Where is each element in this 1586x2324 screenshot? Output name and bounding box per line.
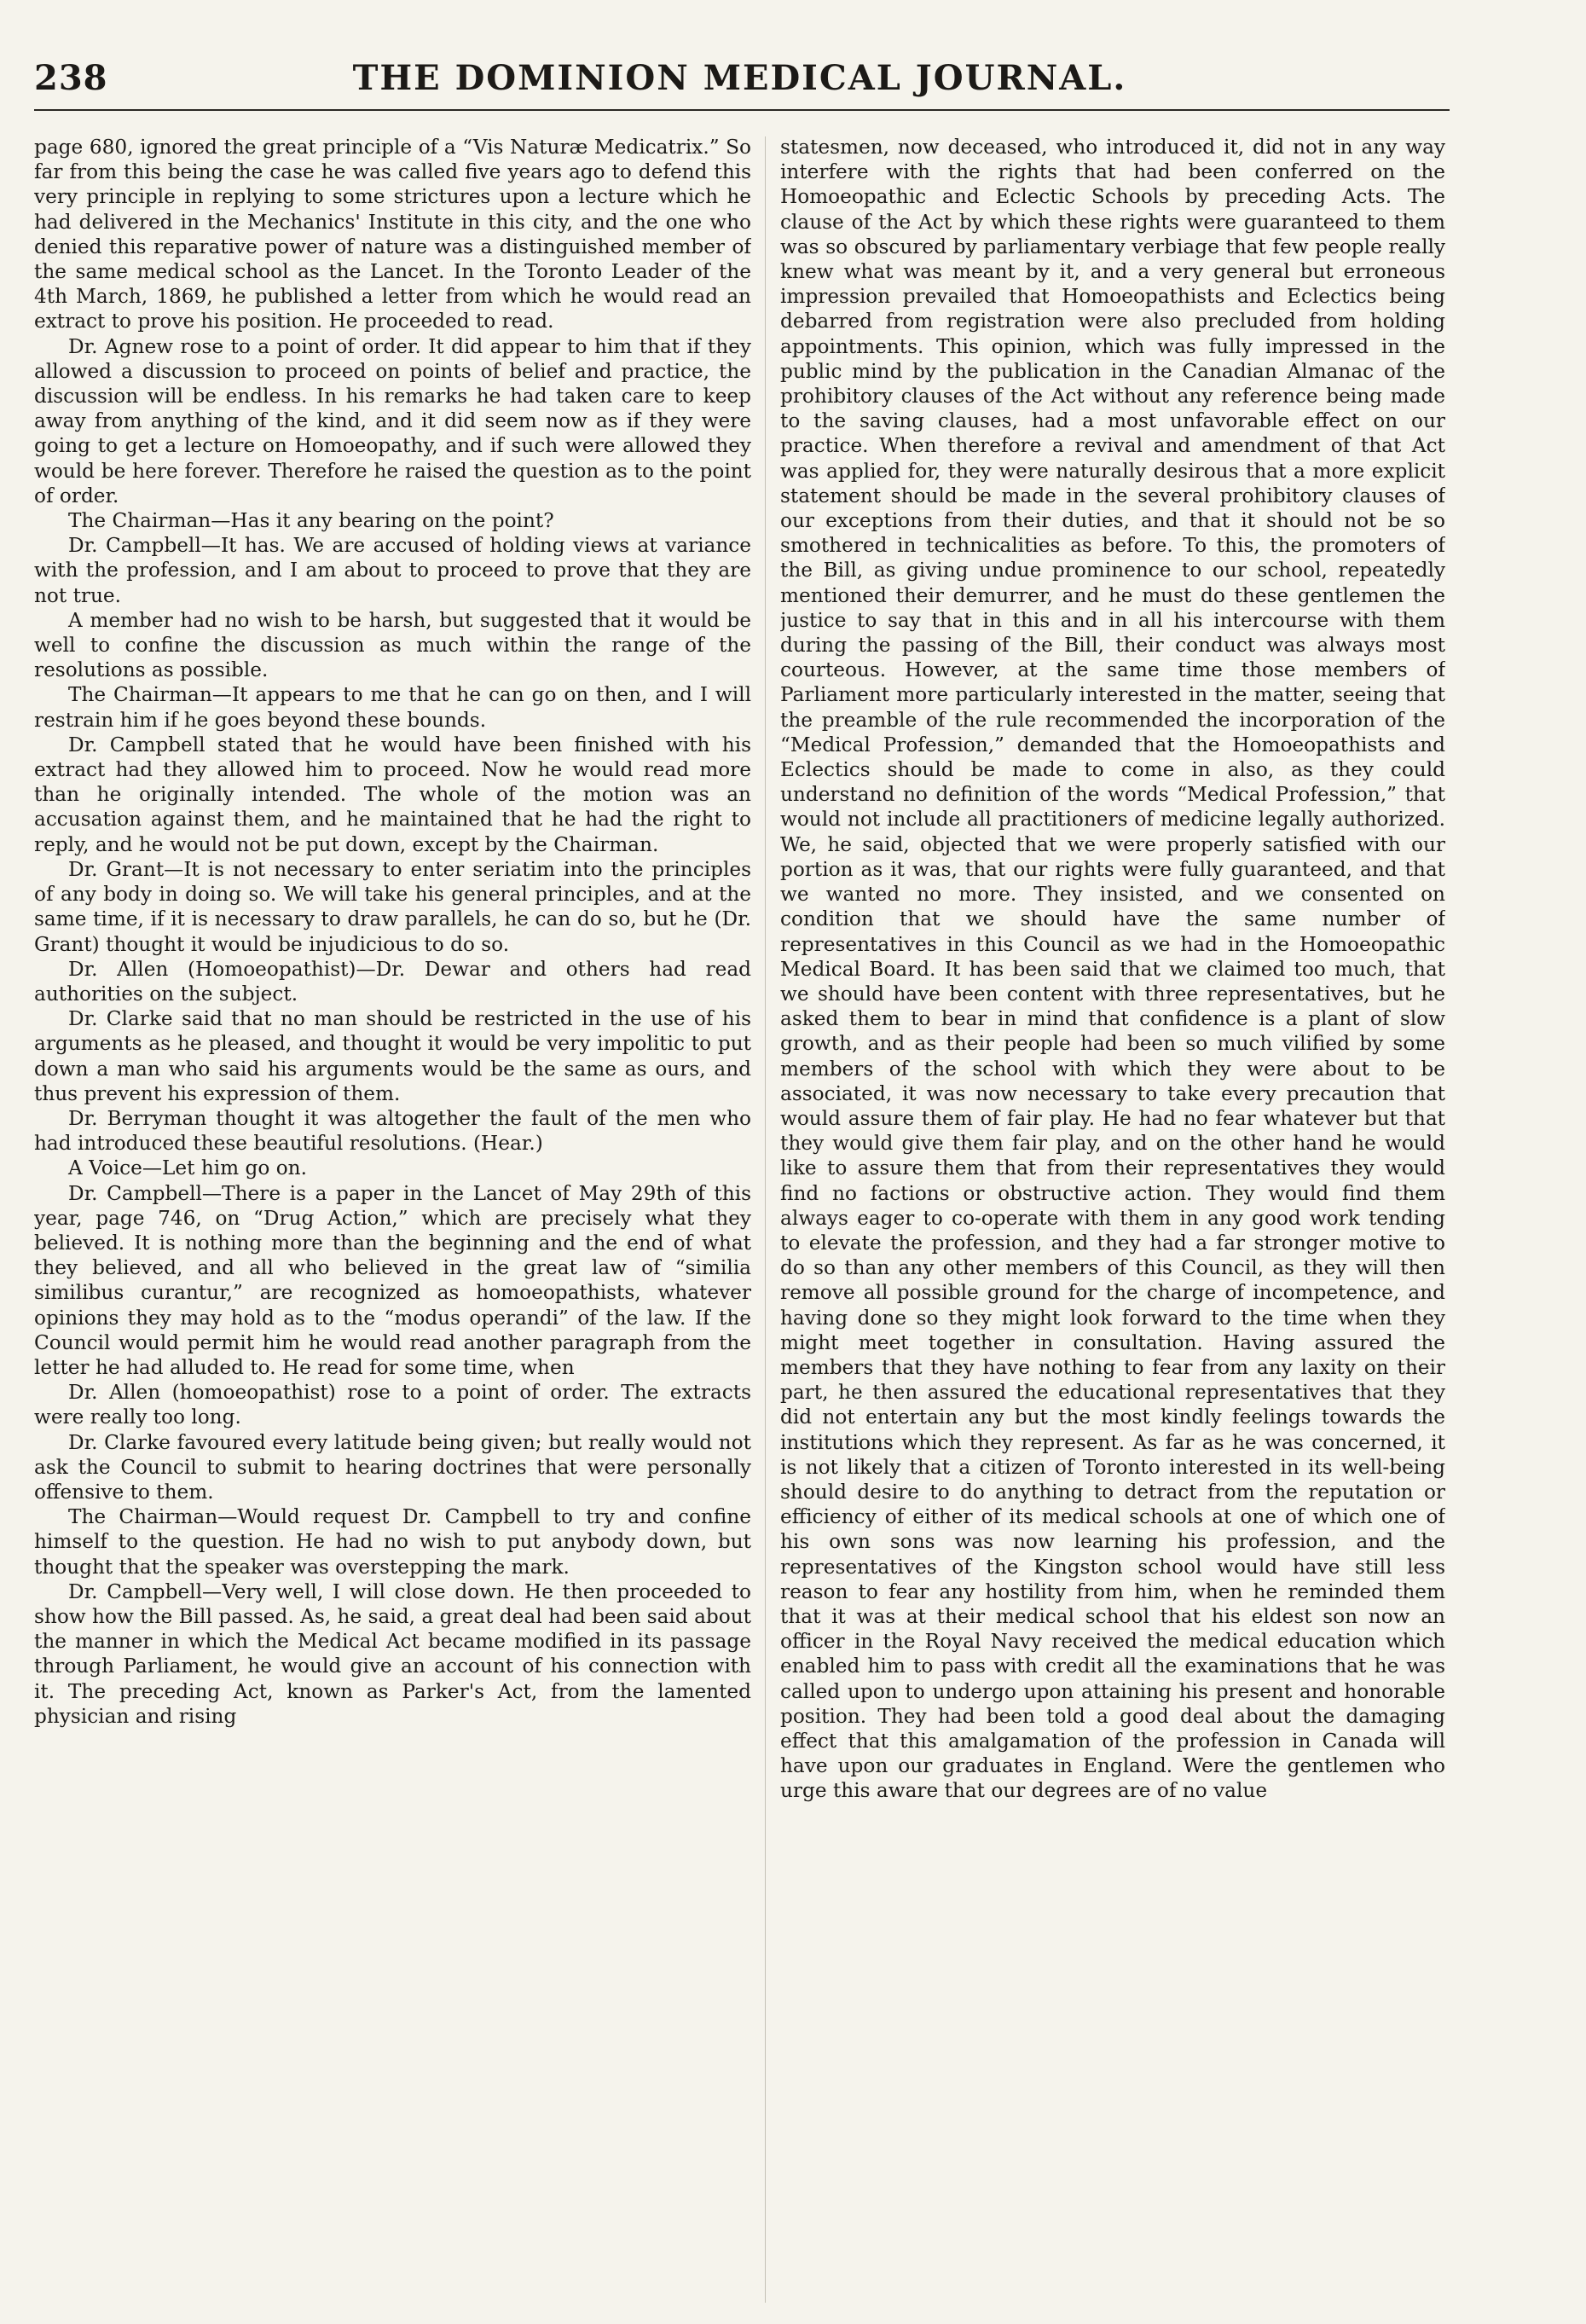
paragraph: The Chairman—It appears to me that he can go on then, and I will restrain him if he goes beyond these bounds. bbox=[34, 683, 751, 732]
page-header bbox=[34, 58, 1445, 109]
paragraph: The Chairman—Would request Dr. Campbell to try and confine himself to the question. He had no wish to put anybody down, but thought that the speaker was overstepping the mark. bbox=[34, 1505, 751, 1579]
paragraph: Dr. Campbell—Very well, I will close down. He then proceeded to show how the Bill passed. As, he said, a great deal had been said about the manner in which the Medical Act became modified in its passage through Parliament, he would give an account of his connection with it. The preceding Act, known as Parker's Act, from the lamented physician and rising bbox=[34, 1579, 751, 1728]
paragraph: Dr. Allen (Homoeopathist)—Dr. Dewar and others had read authorities on the subject. bbox=[34, 957, 751, 1006]
page-number: 238 bbox=[34, 58, 108, 98]
paragraph: Dr. Grant—It is not necessary to enter seriatim into the principles of any body in doing so. We will take his general principles, and at the same time, if it is necessary to draw parallels, he can do so, but he (Dr. Grant) thought it would be injudicious to do so. bbox=[34, 857, 751, 956]
journal-title: THE DOMINION MEDICAL JOURNAL. bbox=[352, 58, 1127, 98]
paragraph: Dr. Allen (homoeopathist) rose to a point of order. The extracts were really too long. bbox=[34, 1381, 751, 1429]
paragraph: Dr. Berryman thought it was altogether the fault of the men who had introduced these beautiful resolutions. (Hear.) bbox=[34, 1106, 751, 1156]
paragraph: A Voice—Let him go on. bbox=[68, 1156, 307, 1180]
paragraph: Dr. Campbell—There is a paper in the Lancet of May 29th of this year, page 746, on “Drug Action,” which are precisely what they believed. It is nothing more than the beginning and the end of what they believed, and all who believed in the great law of “similia similibus curantur,” are recognized as homoeopathists, whatever opinions they may hold as to the “modus operandi” of the law. If the Council would permit him he would read another paragraph from the letter he had alluded to. He read for some time, when bbox=[34, 1181, 751, 1379]
right-column bbox=[780, 135, 1445, 2305]
left-column bbox=[34, 135, 751, 2305]
paragraph: Dr. Clarke said that no man should be restricted in the use of his arguments as he pleased, and thought it would be very impolitic to put down a man who said his arguments would be the same as ours, and thus prevent his expression of them. bbox=[34, 1007, 751, 1105]
paragraph: statesmen, now deceased, who introduced it, did not in any way interfere with the rights that had been conferred on the Homoeopathic and Eclectic Schools by preceding Acts. The clause of the Act by which these rights were guaranteed to them was so obscured by parliamentary verbiage that few people really knew what was meant by it, and a very general but erroneous impression prevailed that Homoeopathists and Eclectics being debarred from registration were also precluded from holding appointments. This opinion, which was fully impressed in the public mind by the publication in the Canadian Almanac of the prohibitory clauses of the Act without any reference being made to the saving clauses, had a most unfavorable effect on our practice. When therefore a revival and amendment of that Act was applied for, they were naturally desirous that a more explicit statement should be made in the several prohibitory clauses of our exceptions from their duties, and that it should not be so smothered in technicalities as before. To this, the promoters of the Bill, as giving undue prominence to our school, repeatedly mentioned their demurrer, and he must do these gentlemen the justice to say that in this and in all his intercourse with them during the passing of the Bill, their conduct was always most courteous. However, at the same time those members of Parliament more particularly interested in the matter, seeing that the preamble of the rule recommended the incorporation of the “Medical Profession,” demanded that the Homoeopathists and Eclectics should be made to come in also, as they could understand no definition of the words “Medical Profession,” that would not include all practitioners of medicine legally authorized. We, he said, objected that we were properly satisfied with our portion as it was, that our rights were fully guaranteed, and that we wanted no more. They insisted, and we consented on condition that we should have the same number of representatives in this Council as we had in the Homoeopathic Medical Board. It has been said that we claimed too much, that we should have been content with three representatives, but he asked them to bear in mind that confidence is a plant of slow growth, and as their people had been so much vilified by some members of the school with which they were about to be associated, it was now necessary to take every precaution that would assure them of fair play. He had no fear whatever but that they would give them fair play, and on the other hand he would like to assure them that from their representatives they would find no factions or obstructive action. They would find them always eager to co-operate with them in any good work tending to elevate the profession, and they had a far stronger motive to do so than any other members of this Council, as they will then remove all possible ground for the charge of incompetence, and having done so they might look forward to the time when they might meet together in consultation. Having assured the members that they have nothing to fear from any laxity on their part, he then assured the educational representatives that they did not entertain any but the most kindly feelings towards the institutions which they represent. As far as he was concerned, it is not likely that a citizen of Toronto interested in its well-being should desire to do anything to detract from the reputation or efficiency of either of its medical schools at one of which one of his own sons was now learning his profession, and the representatives of the Kingston school would have still less reason to fear any hostility from him, when he reminded them that it was at their medical school that his eldest son now an officer in the Royal Navy received the medical education which enabled him to pass with credit all the examinations that he was called upon to undergo upon attaining his present and honorable position. They had been told a good deal about the damaging effect that this amalgamation of the profession in Canada will have upon our graduates in England. Were the gentlemen who urge this aware that our degrees are of no value bbox=[780, 136, 1445, 1803]
paragraph: page 680, ignored the great principle of a “Vis Naturæ Medicatrix.” So far from this being the case he was called five years ago to defend this very principle in replying to some strictures upon a lecture which he had delivered in the Mechanics' Institute in this city, and the one who denied this reparative power of nature was a distinguished member of the same medical school as the Lancet. In the Toronto Leader of the 4th March, 1869, he published a letter from which he would read an extract to prove his position. He proceeded to read. bbox=[34, 136, 751, 333]
paragraph: The Chairman—Has it any bearing on the point? bbox=[68, 509, 554, 533]
column-divider bbox=[765, 136, 766, 2303]
header-rule bbox=[34, 109, 1450, 111]
paragraph: Dr. Campbell—It has. We are accused of holding views at variance with the profession, and I am about to proceed to prove that they are not true. bbox=[34, 534, 751, 607]
paragraph: Dr. Clarke favoured every latitude being given; but really would not ask the Council to submit to hearing doctrines that were personally offensive to them. bbox=[34, 1430, 751, 1504]
paragraph: Dr. Campbell stated that he would have been finished with his extract had they allowed him to proceed. Now he would read more than he originally intended. The whole of the motion was an accusation against them, and he maintained that he had the right to reply, and he would not be put down, except by the Chairman. bbox=[34, 733, 751, 856]
paragraph: A member had no wish to be harsh, but suggested that it would be well to confine the discussion as much within the range of the resolutions as possible. bbox=[34, 608, 751, 682]
paragraph: Dr. Agnew rose to a point of order. It did appear to him that if they allowed a discussion to proceed on points of belief and practice, the discussion will be endless. In his remarks he had taken care to keep away from anything of the kind, and it did seem now as if they were going to get a lecture on Homoeopathy, and if such were allowed they would be here forever. Therefore he raised the question as to the point of order. bbox=[34, 334, 751, 507]
